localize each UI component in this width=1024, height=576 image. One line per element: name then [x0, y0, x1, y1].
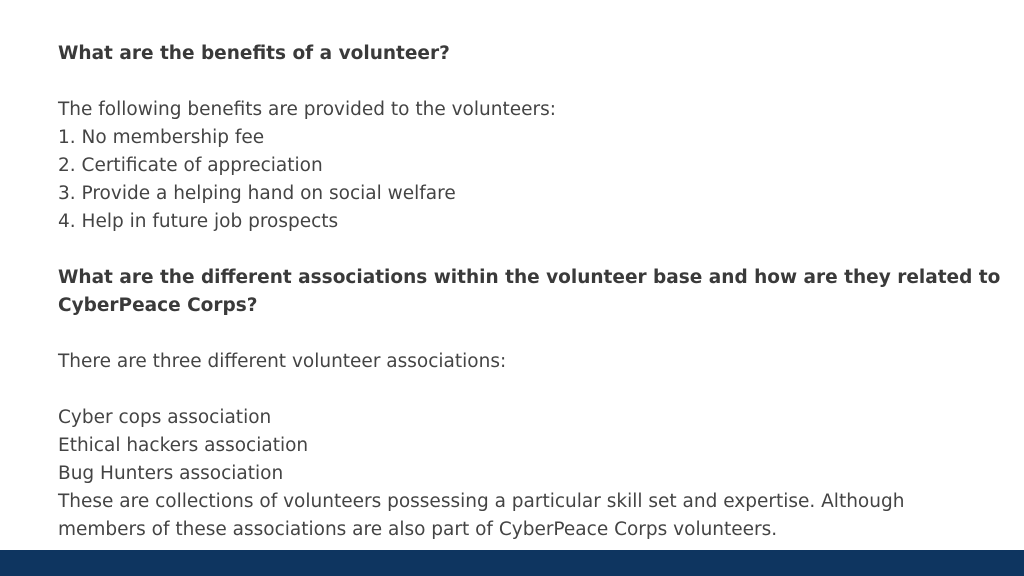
associations-heading-line2: CyberPeace Corps?: [58, 295, 258, 316]
association-item: Cyber cops association: [58, 407, 272, 428]
associations-heading-line1: What are the different associations within the volunteer base and how are they related to: [58, 267, 1001, 288]
spacer: [58, 320, 988, 348]
benefits-heading: What are the benefits of a volunteer?: [58, 43, 450, 64]
spacer: [58, 236, 988, 264]
associations-intro: There are three different volunteer associations:: [58, 351, 507, 372]
spacer: [58, 376, 988, 404]
closing-text-line1: These are collections of volunteers possessing a particular skill set and expertise. Although: [58, 491, 905, 512]
closing-text-line2: members of these associations are also part of CyberPeace Corps volunteers.: [58, 519, 778, 540]
footer-bar: [0, 550, 1024, 576]
benefit-item: 4. Help in future job prospects: [58, 211, 339, 232]
benefit-item: 3. Provide a helping hand on social welfare: [58, 183, 456, 204]
benefits-intro: The following benefits are provided to the volunteers:: [58, 99, 556, 120]
faq-content: [58, 40, 1001, 544]
spacer: [58, 68, 988, 96]
benefit-item: 2. Certificate of appreciation: [58, 155, 323, 176]
association-item: Bug Hunters association: [58, 463, 284, 484]
benefit-item: 1. No membership fee: [58, 127, 265, 148]
association-item: Ethical hackers association: [58, 435, 309, 456]
